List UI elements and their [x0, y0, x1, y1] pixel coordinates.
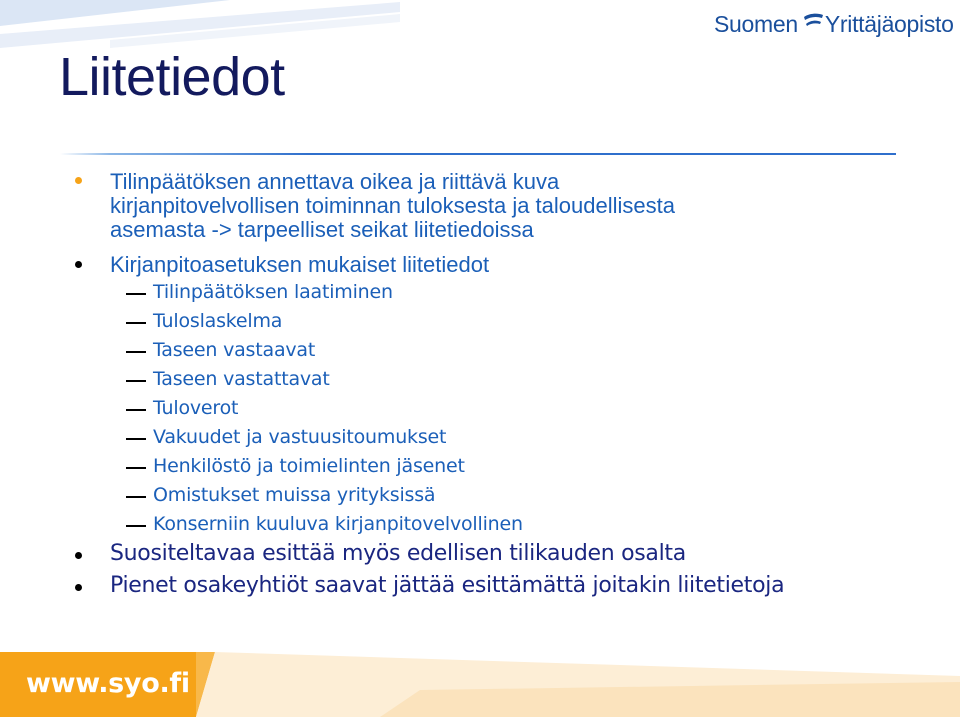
- sub-dash: [126, 467, 146, 469]
- sub-item: Tuloverot: [153, 397, 239, 419]
- bullet-line: asemasta -> tarpeelliset seikat liitetiedoissa: [110, 217, 534, 242]
- bullet-item: Pienet osakeyhtiöt saavat jättää esittämättä joitakin liitetietoja: [110, 573, 785, 598]
- sub-item: Konserniin kuuluva kirjanpitovelvollinen: [153, 513, 523, 535]
- bullet-dot: [75, 584, 82, 591]
- sub-item: Taseen vastattavat: [153, 368, 330, 390]
- brand-logo: [714, 2, 954, 46]
- sub-item: Vakuudet ja vastuusitoumukset: [153, 426, 447, 448]
- footer-website-link[interactable]: www.syo.fi: [26, 668, 190, 699]
- bullet-line: Tilinpäätöksen annettava oikea ja riittävä kuva: [110, 169, 560, 194]
- sub-dash: [126, 525, 146, 527]
- bullet-dot-orange: [75, 177, 82, 184]
- bullet-item: Kirjanpitoasetuksen mukaiset liitetiedot: [110, 252, 490, 277]
- sub-dash: [126, 409, 146, 411]
- bullet-dot: [75, 552, 82, 559]
- sub-item: Henkilöstö ja toimielinten jäsenet: [153, 455, 465, 477]
- bullet-dot: [75, 261, 82, 268]
- title-underline: [60, 153, 896, 155]
- logo-word-suomen: Suomen: [714, 10, 798, 37]
- logo-word-yrittajaopisto: Yrittäjäopisto: [824, 10, 954, 37]
- sub-item: Tuloslaskelma: [153, 310, 283, 332]
- bullet-line: kirjanpitovelvollisen toiminnan tuloksesta ja taloudellisesta: [110, 193, 675, 218]
- sub-dash: [126, 438, 146, 440]
- sub-dash: [126, 322, 146, 324]
- bullet-item: Suositeltavaa esittää myös edellisen tilikauden osalta: [110, 541, 686, 566]
- sub-dash: [126, 293, 146, 295]
- sub-dash: [126, 380, 146, 382]
- sub-item: Tilinpäätöksen laatiminen: [153, 281, 393, 303]
- sub-item: Omistukset muissa yrityksissä: [153, 484, 436, 506]
- sub-dash: [126, 351, 146, 353]
- sub-item: Taseen vastaavat: [153, 339, 316, 361]
- logo-swoosh-icon: [802, 11, 824, 37]
- slide-title: Liitetiedot: [59, 47, 285, 107]
- sub-dash: [126, 496, 146, 498]
- bullet-item: [110, 170, 675, 242]
